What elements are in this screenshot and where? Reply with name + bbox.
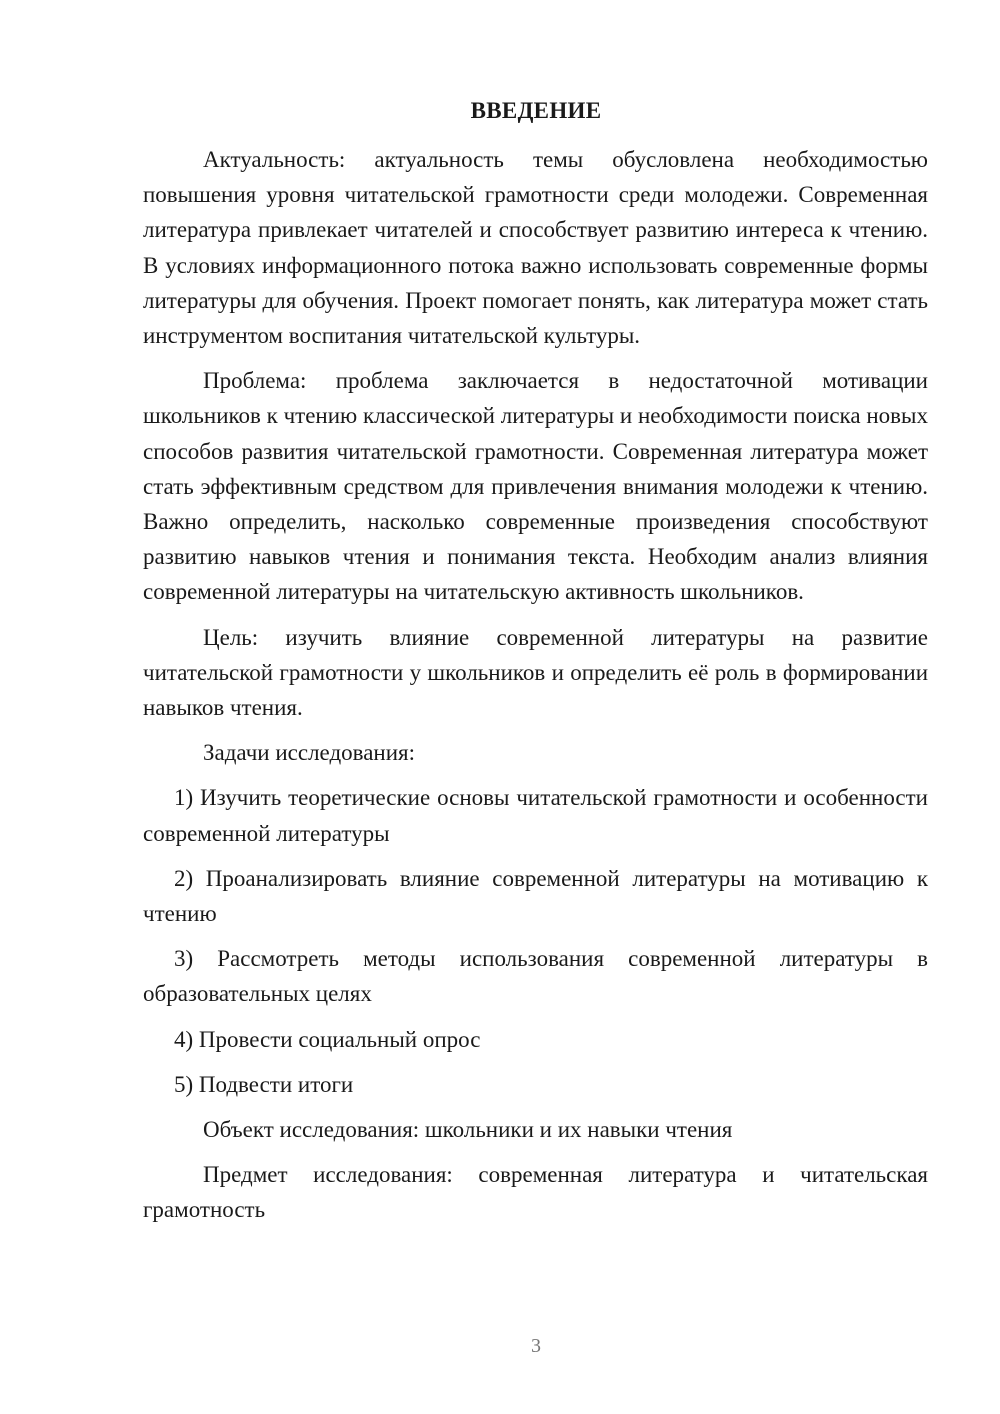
paragraph-problem: Проблема: проблема заключается в недостаточной мотивации школьников к чтению классической литературы и необходимости поиска новых способов развития читательской грамотности. Современная литература может стать эффективным средством для привлечения внимания молодежи к чтению. Важно определить, насколько современные произведения способствуют развитию навыков чтения и понимания текста. Необходим анализ влияния современной литературы на читательскую активность школьников. <box>143 368 928 605</box>
paragraph-tasks-heading: Задачи исследования: <box>203 740 416 766</box>
paragraph-subject: Предмет исследования: современная литература и читательская грамотность <box>143 1162 928 1223</box>
task-item-3: 3) Рассмотреть методы использования современной литературы в образовательных целях <box>143 946 928 1007</box>
section-title: ВВЕДЕНИЕ <box>470 98 602 123</box>
task-item-4: 4) Провести социальный опрос <box>174 1026 481 1052</box>
paragraph-object: Объект исследования: школьники и их навыки чтения <box>203 1117 733 1143</box>
paragraph-goal: Цель: изучить влияние современной литературы на развитие читательской грамотности у школьников и определить её роль в формировании навыков чтения. <box>143 624 928 721</box>
page-number: 3 <box>531 1335 541 1357</box>
task-item-2: 2) Проанализировать влияние современной литературы на мотивацию к чтению <box>143 865 928 927</box>
paragraph-relevance: Актуальность: актуальность темы обусловлена необходимостью повышения уровня читательской грамотности среди молодежи. Современная литература привлекает читателей и способствует развитию интереса к чтению. В условиях информационного потока важно использовать современные формы литературы для обучения. Проект помогает понять, как литература может стать инструментом воспитания читательской культуры. <box>143 147 928 349</box>
task-item-5: 5) Подвести итоги <box>174 1071 354 1097</box>
body-text <box>143 142 928 1238</box>
task-item-1: 1) Изучить теоретические основы читательской грамотности и особенности современной литературы <box>143 785 928 846</box>
